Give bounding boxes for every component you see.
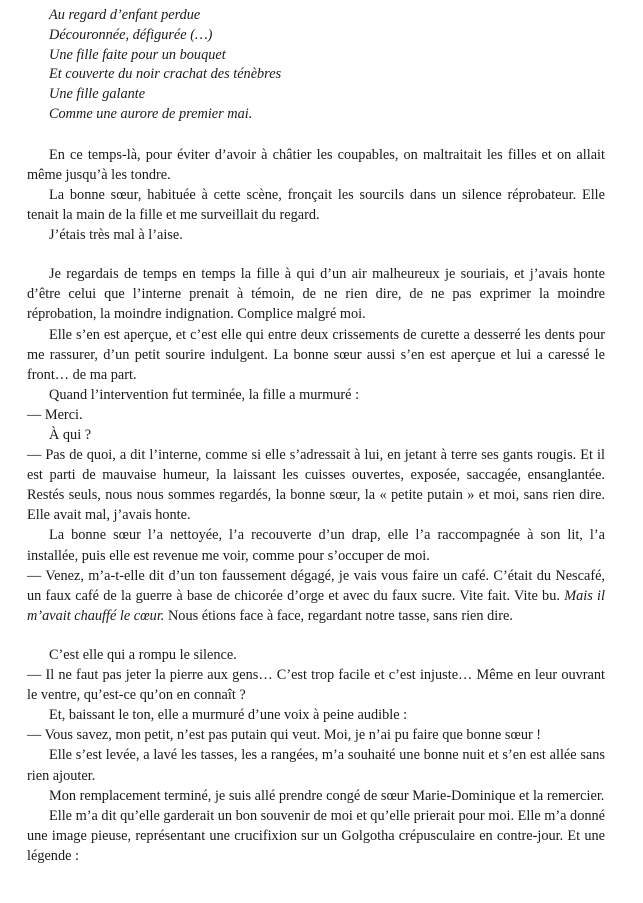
document-page <box>27 6 605 866</box>
paragraph: J’étais très mal à l’aise. <box>49 227 183 244</box>
dialogue-line: — Merci. <box>27 406 83 423</box>
dialogue-text: Nous étions face à face, regardant notre tasse, sans rien dire. <box>164 607 513 624</box>
paragraph: Quand l’intervention fut terminée, la fille a murmuré : <box>49 386 360 403</box>
poem-verse: Et couverte du noir crachat des ténèbres <box>49 66 282 83</box>
poem-verse: Une fille galante <box>49 86 146 103</box>
paragraph: En ce temps-là, pour éviter d’avoir à châtier les coupables, on maltraitait les filles et on allait même jusqu’à les tondre. <box>27 146 605 183</box>
paragraph: La bonne sœur, habituée à cette scène, fronçait les sourcils dans un silence réprobateur. Elle tenait la main de la fille et me surveillait du regard. <box>27 186 605 224</box>
poem-verse: Au regard d’enfant perdue <box>49 7 201 23</box>
poem-verse: Découronnée, défigurée (…) <box>49 26 213 43</box>
italic-phrase: Mais il m’avait chauffé le cœur. <box>27 587 605 624</box>
dialogue-line: — Vous savez, mon petit, n’est pas putain qui veut. Moi, je n’ai pu faire que bonne sœur ! <box>27 727 542 744</box>
dialogue-line <box>27 566 605 626</box>
dialogue-line: — Il ne faut pas jeter la pierre aux gens… C’est trop facile et c’est injuste… Même en leur ouvrant le ventre, qu’est-ce qu’on en connaît ? <box>27 667 605 704</box>
section-block-2 <box>27 264 605 626</box>
dialogue-text: — Venez, m’a-t-elle dit d’un ton faussement dégagé, je vais vous faire un café. C’était du Nescafé, un faux café de la guerre à base de chicorée d’orge et avec du faux sucre. Vite fait. Vite bu. <box>27 567 605 604</box>
paragraph: À qui ? <box>49 427 92 443</box>
dialogue-line: — Pas de quoi, a dit l’interne, comme si elle s’adressait à lui, en jetant à terre ses gants rougis. Et il est parti de mauvaise humeur, la laissant les cuisses ouvertes, exposée, saccagée, ensanglantée. Restés seuls, nous nous sommes regardés, la bonne sœur, la « petite putain » et moi, sans rien dire. Elle avait mal, j’avais honte. <box>27 447 605 524</box>
section-block-3 <box>27 645 605 866</box>
poem-excerpt <box>49 6 605 125</box>
paragraph: Je regardais de temps en temps la fille à qui d’un air malheureux je souriais, et j’avais honte d’être celui que l’interne prenait à témoin, de ne rien dire, de ne pas exprimer la moindre réprobation, la moindre indignation. Complice malgré moi. <box>27 266 605 323</box>
paragraph: C’est elle qui a rompu le silence. <box>49 646 237 663</box>
paragraph: Elle s’en est aperçue, et c’est elle qui entre deux crissements de curette a desserré les dents pour me rassurer, d’un petit sourire indulgent. La bonne sœur aussi s’en est aperçue et lui a caressé le front… de ma part. <box>27 326 605 383</box>
section-block-1 <box>27 145 605 245</box>
paragraph: Elle s’est levée, a lavé les tasses, les a rangées, m’a souhaité une bonne nuit et s’en est allée sans rien ajouter. <box>27 747 605 784</box>
paragraph: Elle m’a dit qu’elle garderait un bon souvenir de moi et qu’elle prierait pour moi. Elle m’a donné une image pieuse, représentant une crucifixion sur un Golgotha crépusculaire en contre-jour. Et une légende : <box>27 807 605 864</box>
paragraph: Mon remplacement terminé, je suis allé prendre congé de sœur Marie-Dominique et la remercier. <box>49 787 605 804</box>
poem-verse: Une fille faite pour un bouquet <box>49 46 226 63</box>
poem-verse: Comme une aurore de premier mai. <box>49 105 253 122</box>
paragraph: La bonne sœur l’a nettoyée, l’a recouverte d’un drap, elle l’a raccompagnée à son lit, l’a installée, puis elle est revenue me voir, comme pour s’occuper de moi. <box>27 527 605 564</box>
paragraph: Et, baissant le ton, elle a murmuré d’une voix à peine audible : <box>49 707 408 724</box>
